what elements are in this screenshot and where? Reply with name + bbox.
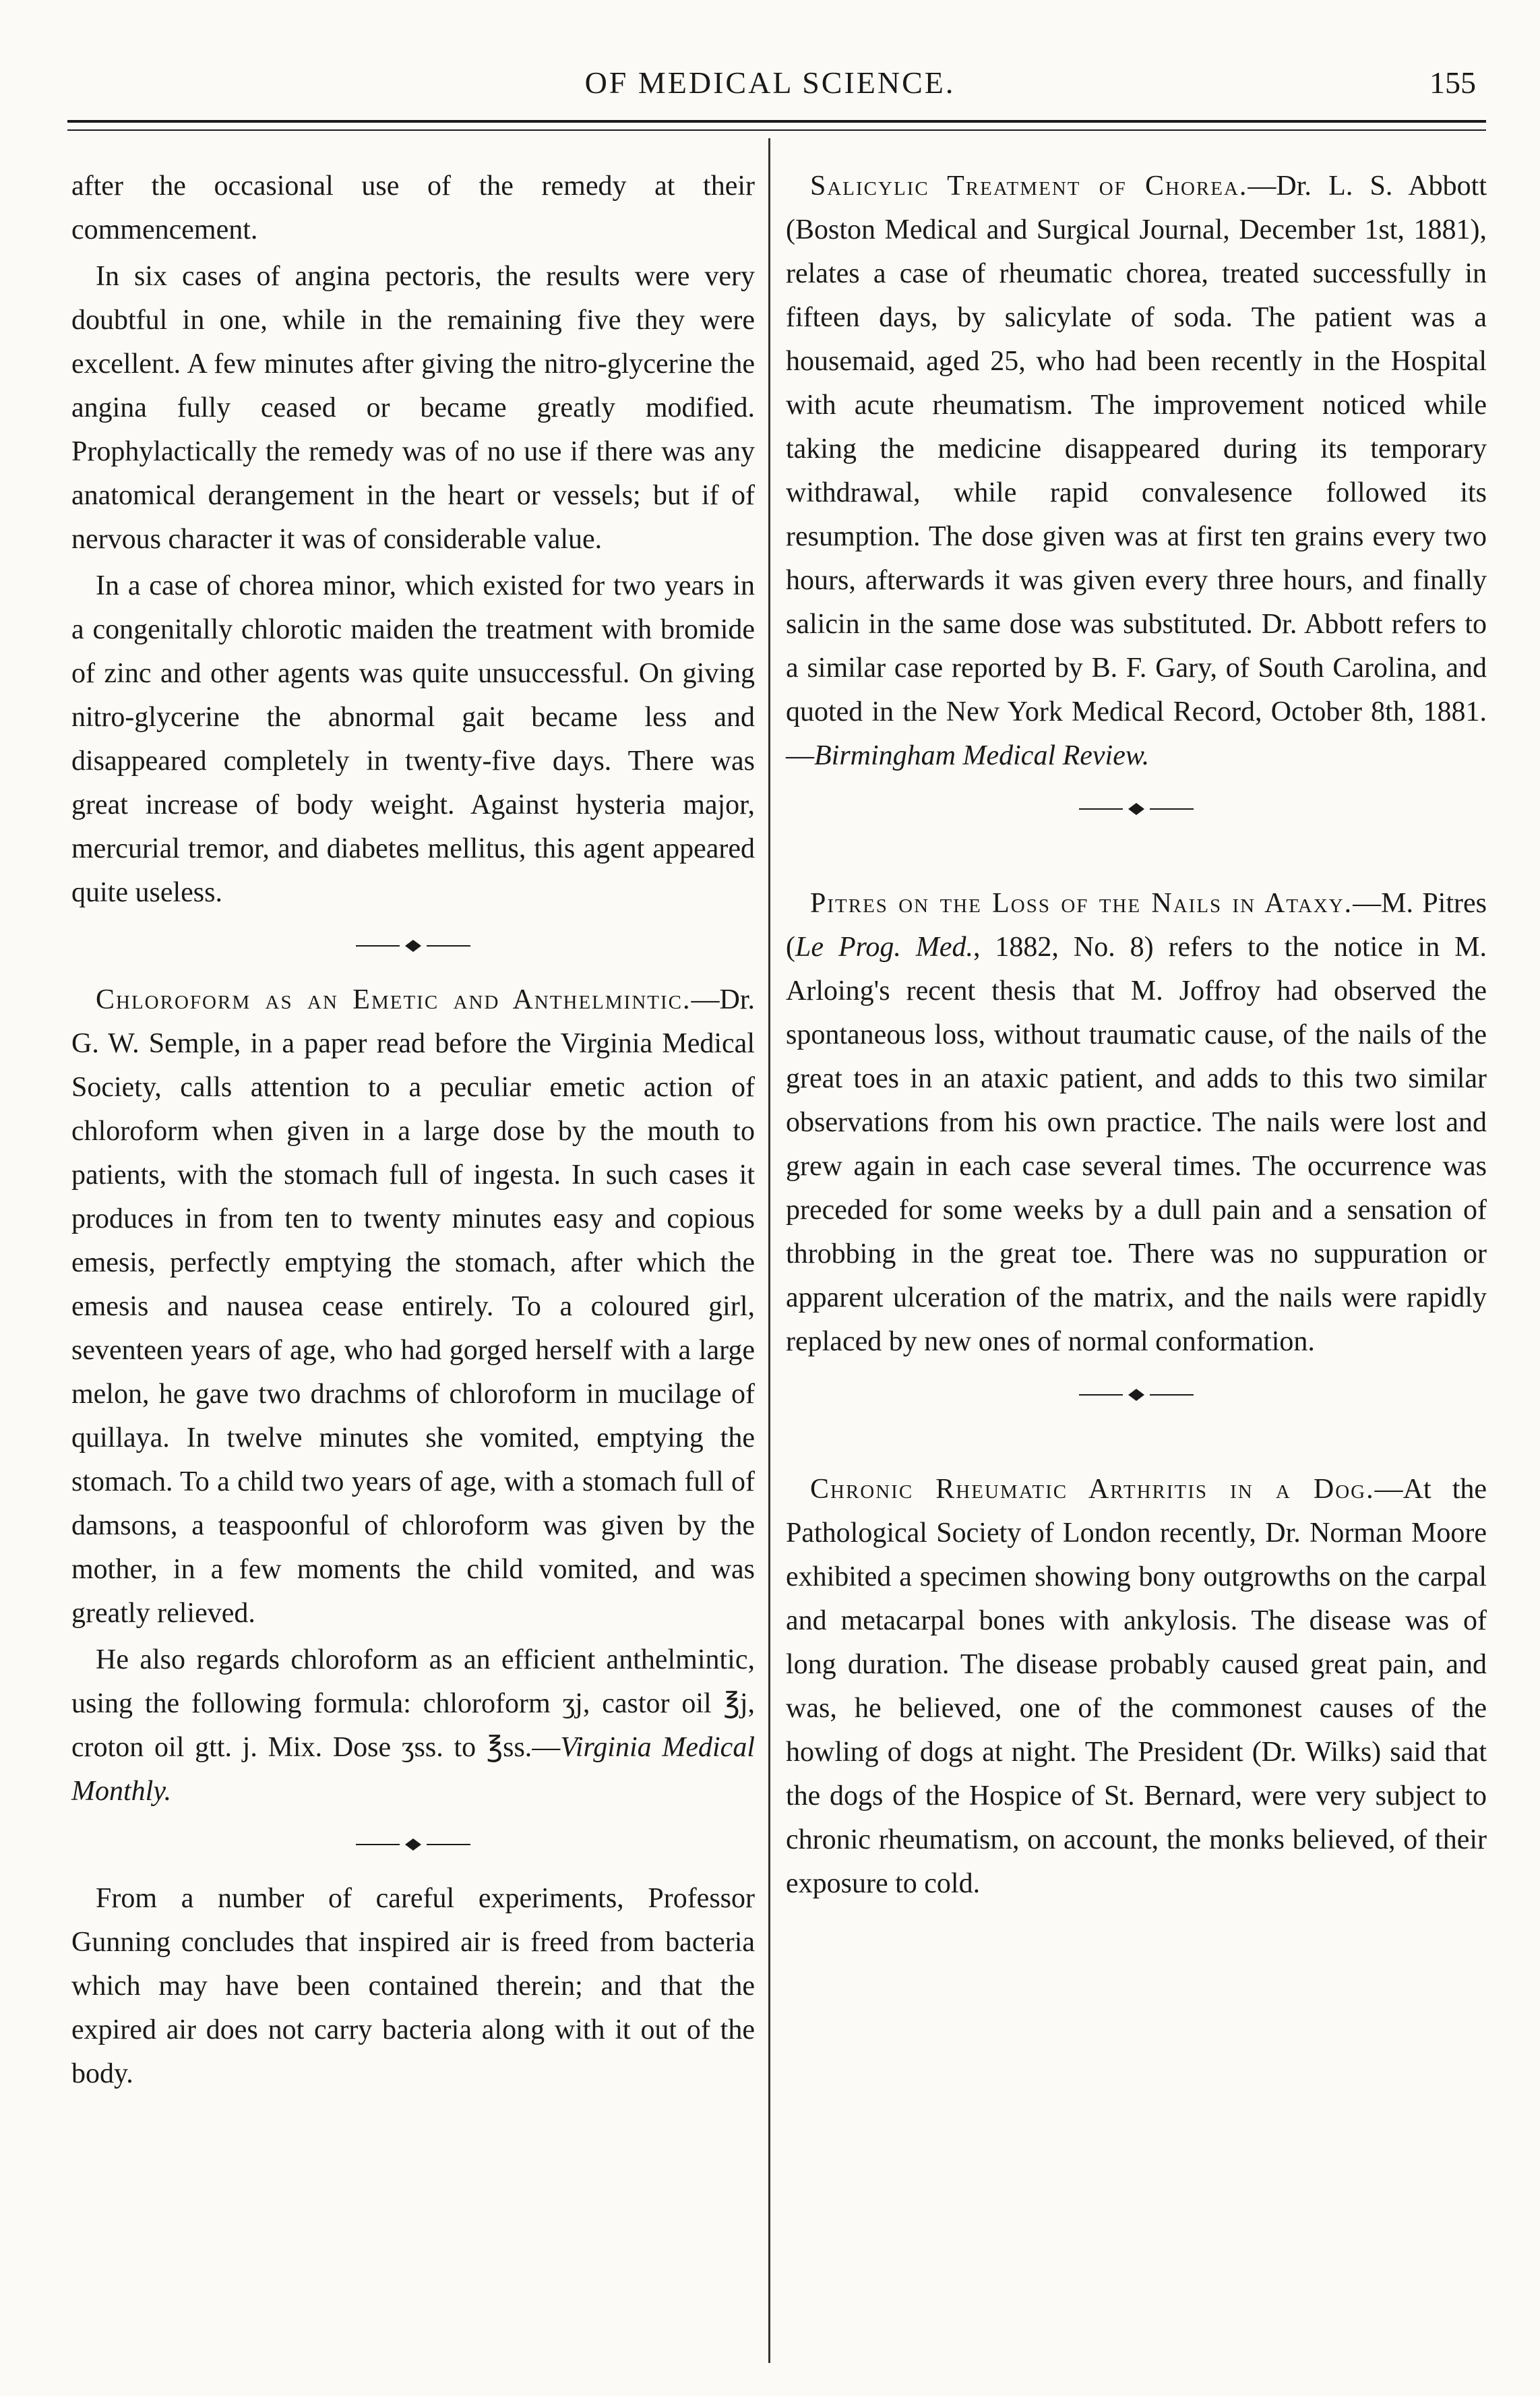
page-number: 155 [1429, 65, 1476, 100]
ornament-icon [356, 1836, 470, 1853]
article-text: , 1882, No. 8) refers to the notice in M. Arloing's recent thesis that M. Joffroy had observed the spontaneous loss, without traumatic cause, of the nails of the great toes in an ataxic patient, and adds to this two similar observations from his own practice. The nails were lost and grew again in each case several times. The occurrence was preceded for some weeks by a dull pain and a sensation of throbbing in the great toe. There was no suppuration or apparent ulceration of the matrix, and the nails were rapidly replaced by new ones of normal conformation. [786, 932, 1487, 1357]
article-heading: Salicylic Treatment of Chorea. [810, 171, 1248, 202]
article-salicylic [786, 164, 1487, 778]
section-separator [71, 918, 755, 978]
article-text: He also regards chloroform as an efficient anthelmintic, using the following formula: chloroform ʒj, castor oil ℥j, croton oil gtt. j. Mix. Dose ʒss. to ℥ss.— [71, 1644, 755, 1763]
article-text: —M. Pitres ( [786, 888, 1487, 963]
article-rheumatic-dog [786, 1468, 1487, 1906]
running-title: OF MEDICAL SCIENCE. [584, 65, 956, 100]
ornament-icon [1079, 1387, 1194, 1403]
section-separator [71, 1816, 755, 1877]
header-rule-thick [67, 120, 1486, 123]
source-citation: Birmingham Medical Review. [814, 740, 1150, 771]
paragraph [71, 1638, 755, 1814]
article-pitres [786, 882, 1487, 1364]
header-rule-thin [67, 129, 1486, 131]
left-column [71, 164, 755, 2099]
ornament-icon [1079, 801, 1194, 817]
running-head [0, 65, 1540, 105]
ornament-icon [356, 938, 470, 954]
article-heading: Pitres on the Loss of the Nails in Ataxy. [810, 888, 1353, 919]
article-text: —Dr. L. S. Abbott (Boston Medical and Surgical Journal, December 1st, 1881), relates a case of rheumatic chorea, treated successfully in fifteen days, by salicylate of soda. The patient was a housemaid, aged 25, who had been recently in the Hospital with acute rheumatism. The improvement noticed while taking the medicine disappeared during its temporary withdrawal, while rapid convalesence followed its resumption. The dose given was at first ten grains every two hours, afterwards it was given every three hours, and finally salicin in the same dose was substituted. Dr. Abbott refers to a similar case reported by B. F. Gary, of South Carolina, and quoted in the New York Medical Record, October 8th, 1881.— [786, 171, 1487, 771]
article-heading: Chloroform as an Emetic and Anthelmintic. [96, 984, 691, 1015]
section-separator [786, 781, 1487, 882]
paragraph: From a number of careful experiments, Professor Gunning concludes that inspired air is freed from bacteria which may have been contained therein; and that the expired air does not carry bacteria along with it out of the body. [71, 1883, 755, 2089]
article-heading: Chronic Rheumatic Arthritis in a Dog. [810, 1474, 1375, 1505]
paragraph: after the occasional use of the remedy at their commencement. [71, 171, 755, 245]
section-separator [786, 1367, 1487, 1468]
article-text: —Dr. G. W. Semple, in a paper read before the Virginia Medical Society, calls attention to a peculiar emetic action of chloroform when given in a large dose by the mouth to patients, with the stomach full of ingesta. In such cases it produces in from ten to twenty minutes easy and copious emesis, perfectly emptying the stomach, after which the emesis and nausea cease entirely. To a coloured girl, seventeen years of age, who had gorged herself with a large melon, he gave two drachms of chloroform in mucilage of quillaya. In twelve minutes she vomited, emptying the stomach. To a child two years of age, with a stomach full of damsons, a teaspoonful of chloroform was given by the mother, in a few moments the child vomited, and was greatly relieved. [71, 984, 755, 1629]
source-citation: Virginia Medical Monthly. [71, 1732, 755, 1807]
right-column [786, 164, 1487, 1909]
paragraph: In a case of chorea minor, which existed for two years in a congenitally chlorotic maiden the treatment with bromide of zinc and other agents was quite unsuccessful. On giving nitro-glycerine the abnormal gait became less and disappeared completely in twenty-five days. There was great increase of body weight. Against hysteria major, mercurial tremor, and diabetes mellitus, this agent appeared quite useless. [71, 570, 755, 908]
article-chloroform [71, 978, 755, 1636]
column-divider [768, 138, 770, 2363]
article-text: —At the Pathological Society of London recently, Dr. Norman Moore exhibited a specimen showing bony outgrowths on the carpal and metacarpal bones with ankylosis. The disease was of long duration. The disease probably caused great pain, and was, he believed, one of the commonest causes of the howling of dogs at night. The President (Dr. Wilks) said that the dogs of the Hospice of St. Bernard, were very subject to chronic rheumatism, on account, the monks believed, of their exposure to cold. [786, 1474, 1487, 1899]
source-citation: Le Prog. Med. [795, 932, 973, 963]
paragraph: In six cases of angina pectoris, the results were very doubtful in one, while in the remaining five they were excellent. A few minutes after giving the nitro-glycerine the angina fully ceased or became greatly modified. Prophylactically the remedy was of no use if there was any anatomical derangement in the heart or vessels; but if of nervous character it was of considerable value. [71, 261, 755, 555]
